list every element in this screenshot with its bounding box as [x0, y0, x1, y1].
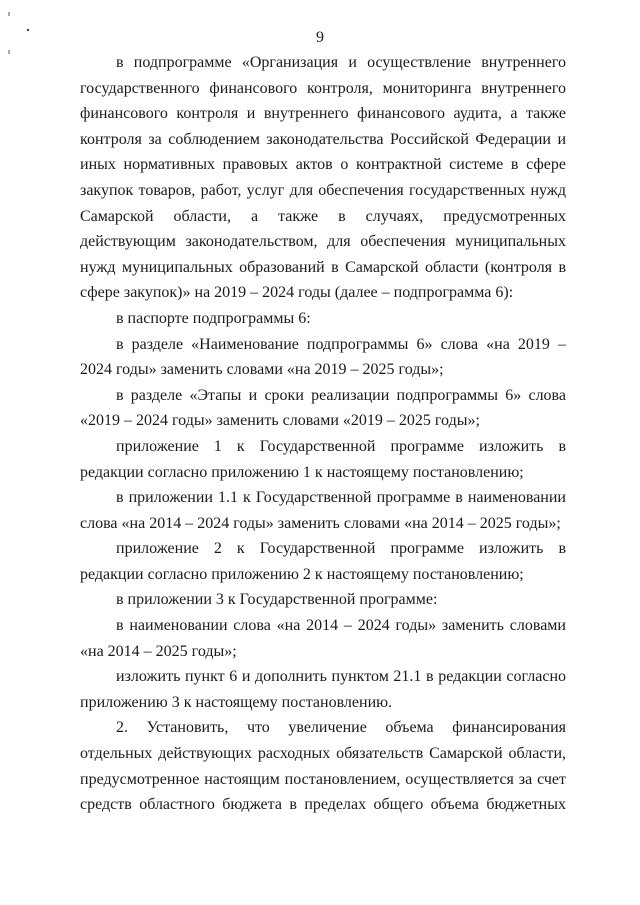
paragraph-appendix-3-title: в наименовании слова «на 2014 – 2024 годы» заменить словами «на 2014 – 2025 годы»;: [80, 617, 566, 660]
paragraph-subprogram-6: в подпрограмме «Организация и осуществление внутреннего государственного финансового контроля, мониторинга внутреннего финансового контроля и внутреннего финансового аудита, а также контроля за соблюдением законодательства Российской Федерации и иных нормативных правовых актов о контрактной системе в сфере закупок товаров, работ, услуг для обеспечения государственных нужд Самарской области, а также в случаях, предусмотренных действующим законодательством, для обеспечения муниципальных нужд муниципальных образований в Самарской области (контроля в сфере закупок)» на 2019 – 2024 годы (далее – подпрограмма 6):: [80, 54, 566, 302]
paragraph-appendix-3: в приложении 3 к Государственной программе:: [116, 591, 438, 609]
paragraph-appendix-1: приложение 1 к Государственной программе изложить в редакции согласно приложению 1 к настоящему постановлению;: [80, 437, 566, 481]
paragraph-stages-section: в разделе «Этапы и сроки реализации подпрограммы 6» слова «2019 – 2024 годы» заменить словами «2019 – 2025 годы»;: [80, 386, 566, 430]
page-number: 9: [316, 29, 324, 46]
paragraph-name-section: в разделе «Наименование подпрограммы 6» слова «на 2019 – 2024 годы» заменить словами «на 2019 – 2025 годы»;: [80, 335, 566, 379]
document-body: [80, 50, 566, 818]
paragraph-clause-2: 2. Установить, что увеличение объема финансирования отдельных действующих расходных обязательств Самарской области, предусмотренное настоящим постановлением, осуществляется за счет средств областного бюджета в пределах общего объема бюджетных: [80, 719, 566, 814]
paragraph-appendix-3-items: изложить пункт 6 и дополнить пунктом 21.1 в редакции согласно приложению 3 к настоящему постановлению.: [80, 668, 566, 711]
paragraph-appendix-2: приложение 2 к Государственной программе изложить в редакции согласно приложению 2 к настоящему постановлению;: [80, 540, 566, 583]
paragraph-passport: в паспорте подпрограммы 6:: [116, 309, 311, 327]
paragraph-appendix-1-1: в приложении 1.1 к Государственной программе в наименовании слова «на 2014 – 2024 годы» заменить словами «на 2014 – 2025 годы»;: [80, 489, 566, 532]
